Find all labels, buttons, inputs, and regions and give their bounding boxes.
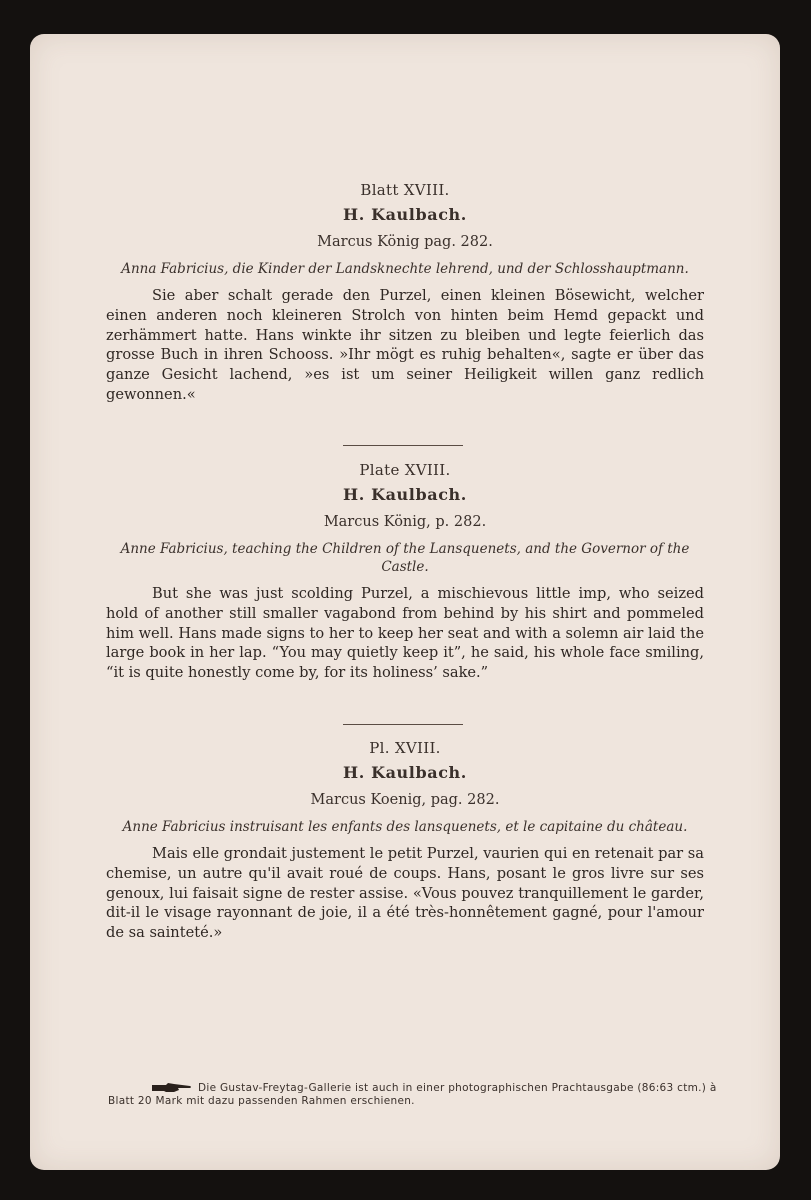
excerpt-paragraph: But she was just scolding Purzel, a mischievous little imp, who seized hold of another still smaller vagabond from behind by his shirt and pommeled him well. Hans made signs to her to keep her seat and with a solemn air laid the large book in her lap. “You may quietly keep it”, he said, his whole face smiling, “it is quite honestly come by, for its holiness’ sake.” [106, 585, 704, 682]
plate-caption: Anne Fabricius, teaching the Children of the Lansquenets, and the Governor of the Castle. [120, 541, 690, 575]
excerpt-paragraph: Mais elle grondait justement le petit Purzel, vaurien qui en retenait par sa chemise, un autre qu'il avait roué de coups. Hans, posant le gros livre sur ses genoux, lui faisait signe de rester assise. «Vous pouvez tranquillement le garder, dit-il le visage rayonnant de joie, il a été très-honnêtement gagné, pour l'amour de sa sainteté.» [106, 845, 704, 942]
plate-heading: Plate XVIII. [359, 461, 451, 479]
book-reference: Marcus König, p. 282. [323, 514, 487, 530]
artist-name: H. Kaulbach. [343, 485, 467, 504]
excerpt-paragraph: Sie aber schalt gerade den Purzel, einen kleinen Bösewicht, welcher einen anderen noch kleineren Strolch von hinten beim Hemd gepackt und zerhämmert hatte. Hans winkte ihr sitzen zu bleiben und legte feierlich das grosse Buch in ihren Schooss. »Ihr mögt es ruhig behalten«, sagte er über das ganze Gesicht lachend, »es ist um seiner Heiligkeit willen ganz redlich gewonnen.« [106, 287, 704, 403]
book-reference: Marcus Koenig, pag. 282. [310, 792, 500, 808]
plate-heading: Pl. XVIII. [369, 739, 441, 757]
excerpt-text [106, 584, 704, 683]
plate-caption: Anna Fabricius, die Kinder der Landsknechte lehrend, und der Schlosshauptmann. [121, 261, 689, 277]
footer-text: Die Gustav-Freytag-Gallerie ist auch in einer photographischen Prachtausgabe (86:63 ctm.) à Blatt 20 Mark mit dazu passenden Rahmen erschienen. [108, 1082, 717, 1107]
excerpt-text [106, 844, 704, 943]
pointing-hand-icon [152, 1083, 192, 1093]
divider-rule [343, 724, 463, 725]
book-reference: Marcus König pag. 282. [317, 234, 493, 250]
divider-rule [343, 445, 463, 446]
artist-name: H. Kaulbach. [343, 205, 467, 224]
footer-note [108, 1082, 728, 1108]
plate-heading: Blatt XVIII. [360, 181, 450, 199]
english-section [30, 460, 780, 683]
french-section [30, 738, 780, 943]
german-section [30, 180, 780, 405]
excerpt-text [106, 286, 704, 405]
artist-name: H. Kaulbach. [343, 763, 467, 782]
plate-caption: Anne Fabricius instruisant les enfants des lansquenets, et le capitaine du château. [122, 819, 688, 835]
photo-card-back [30, 34, 780, 1170]
